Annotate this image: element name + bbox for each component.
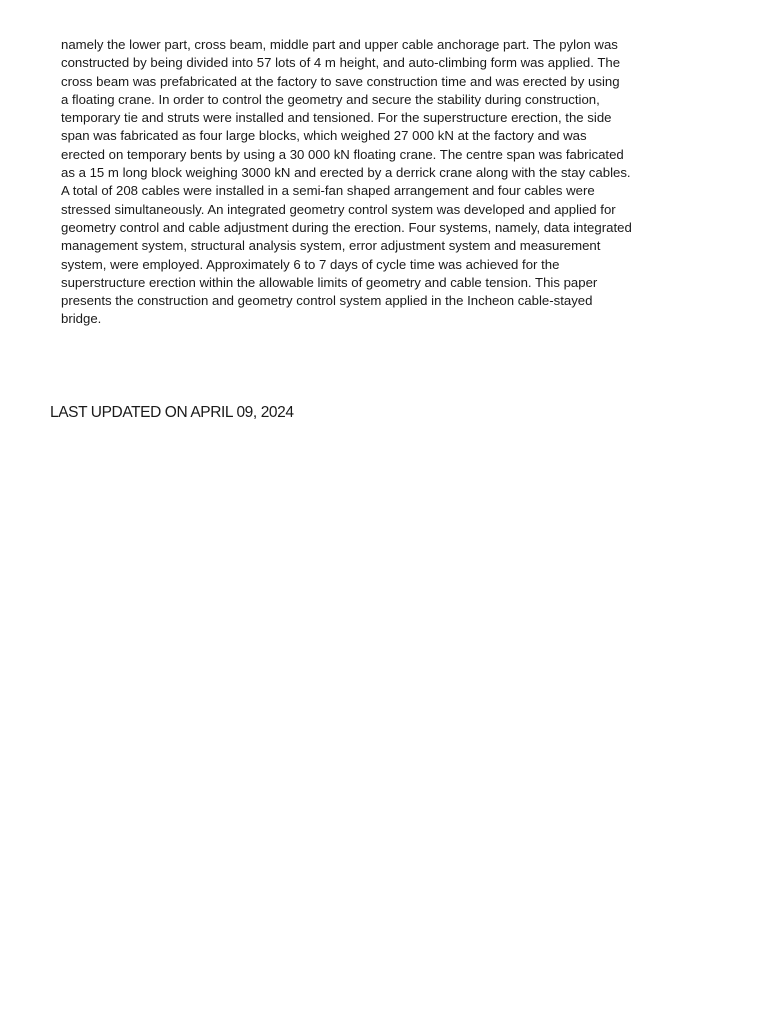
last-updated-label: LAST UPDATED ON APRIL 09, 2024: [50, 404, 294, 421]
abstract-line: constructed by being divided into 57 lots of 4 m height, and auto-climbing form was applied. The: [61, 55, 621, 71]
abstract-line: geometry control and cable adjustment during the erection. Four systems, namely, data integrated: [61, 219, 632, 235]
abstract-line: A total of 208 cables were installed in a semi-fan shaped arrangement and four cables were: [61, 183, 595, 199]
abstract-line: system, were employed. Approximately 6 to 7 days of cycle time was achieved for the: [61, 256, 560, 272]
abstract-line: span was fabricated as four large blocks, which weighed 27 000 kN at the factory and was: [61, 128, 587, 144]
abstract-line: erected on temporary bents by using a 30 000 kN floating crane. The centre span was fabricated: [61, 146, 624, 162]
abstract-line: a floating crane. In order to control the geometry and secure the stability during construction,: [61, 91, 600, 107]
abstract-line: stressed simultaneously. An integrated geometry control system was developed and applied for: [61, 201, 616, 217]
abstract-line: management system, structural analysis system, error adjustment system and measurement: [61, 238, 601, 254]
abstract-line: presents the construction and geometry control system applied in the Incheon cable-stayed: [61, 293, 593, 309]
abstract-line: temporary tie and struts were installed and tensioned. For the superstructure erection, the side: [61, 110, 612, 126]
abstract-paragraph: [61, 36, 711, 329]
abstract-line: as a 15 m long block weighing 3000 kN and erected by a derrick crane along with the stay cables.: [61, 165, 631, 181]
abstract-line: superstructure erection within the allowable limits of geometry and cable tension. This paper: [61, 274, 598, 290]
abstract-line: namely the lower part, cross beam, middle part and upper cable anchorage part. The pylon was: [61, 37, 618, 52]
abstract-line: cross beam was prefabricated at the factory to save construction time and was erected by using: [61, 73, 620, 89]
abstract-line: bridge.: [61, 311, 102, 327]
